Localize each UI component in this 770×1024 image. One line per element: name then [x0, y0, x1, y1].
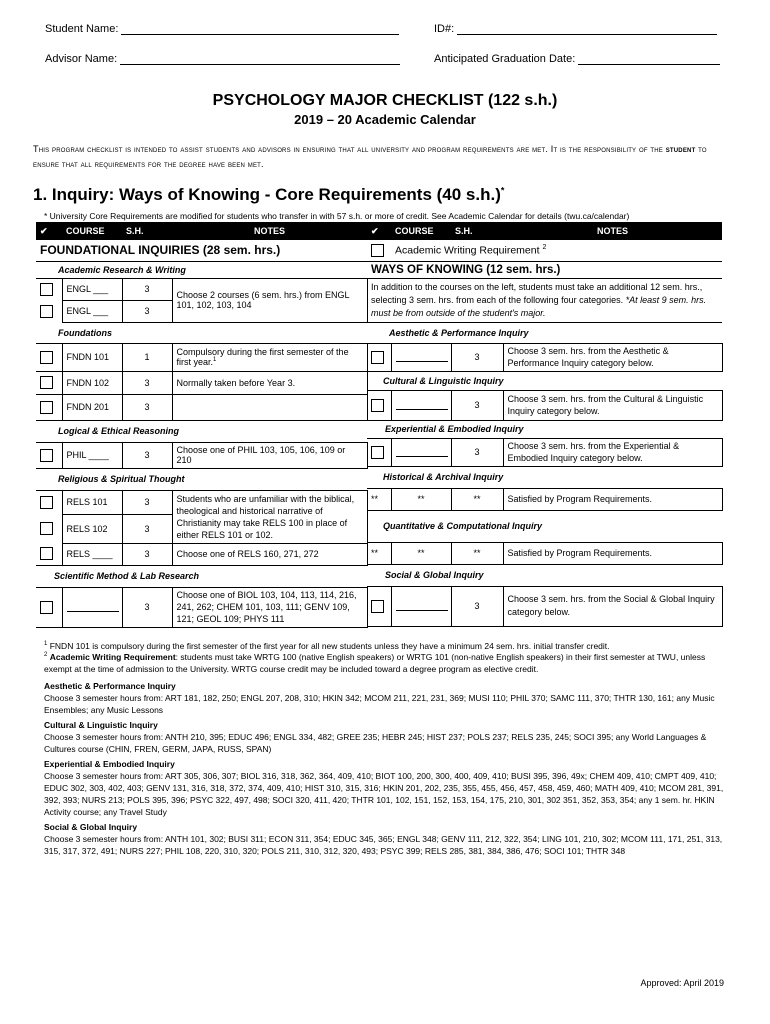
- course-header-right: COURSE: [391, 222, 451, 240]
- id-label: ID#:: [434, 23, 455, 35]
- quant-stars-course: **: [391, 542, 451, 564]
- fndn101-note: Compulsory during the first semester of the first year.$^1$: [172, 343, 367, 371]
- grad-blank[interactable]: [578, 52, 720, 65]
- cultural-category: Cultural & Linguistic Inquiry: [383, 375, 504, 386]
- intro-text: This program checklist is intended to assist students and advisors in ensuring that all university and program requirements are met. It is the responsibility of the student to ensure that all requirements for the degree have been met.: [33, 144, 707, 169]
- aes-checkbox[interactable]: [371, 351, 384, 364]
- page-subtitle: 2019 – 20 Academic Calendar: [294, 112, 476, 127]
- hist-stars-course: **: [391, 488, 451, 510]
- section-heading: 1. Inquiry: Ways of Knowing - Core Requirements (40 s.h.)*: [33, 185, 505, 204]
- exp-sh: 3: [451, 438, 503, 466]
- fndn201-course: FNDN 201: [62, 394, 122, 420]
- soc-blank[interactable]: [396, 601, 448, 611]
- rels101-course: RELS 101: [62, 490, 122, 514]
- engl2-course: ENGL ___: [62, 300, 122, 322]
- fndn102-course: FNDN 102: [62, 371, 122, 394]
- sci-blank[interactable]: [67, 602, 119, 612]
- sci-sh: 3: [122, 587, 172, 627]
- rels-sh: 3: [122, 543, 172, 565]
- scientific-category: Scientific Method & Lab Research: [54, 571, 200, 581]
- religious-category: Religious & Spiritual Thought: [58, 474, 185, 484]
- historical-category: Historical & Archival Inquiry: [383, 472, 504, 482]
- quant-satisfied: Satisfied by Program Requirements.: [503, 542, 722, 564]
- soc-sh: 3: [451, 586, 503, 626]
- fndn102-note: Normally taken before Year 3.: [172, 371, 367, 394]
- logical-category: Logical & Ethical Reasoning: [58, 426, 180, 436]
- engl2-checkbox[interactable]: [40, 305, 53, 318]
- exp-course[interactable]: [391, 438, 451, 466]
- category-cultural: Cultural & Linguistic Inquiry Choose 3 semester hours from: ANTH 210, 395; EDUC 496; ENGL 334, 482; GREE 235; HEBR 245; HIST 237; POLS 237; RELS 235, 245; SOCI 395; any World Languages & Cultures course (CHIN, FREN, GERM, JAPA, RUSS, SPAN): [44, 720, 707, 754]
- aesthetic-category: Aesthetic & Performance Inquiry: [389, 327, 529, 338]
- fndn101-course: FNDN 101: [62, 343, 122, 371]
- check-header: ✔: [36, 222, 62, 240]
- id-field[interactable]: [434, 22, 717, 35]
- category-aesthetic: Aesthetic & Performance Inquiry Choose 3 semester hours from: ART 181, 182, 250; ENGL 207, 208, 310; HKIN 342; MCOM 211, 221, 231, 369; MUSI 110; PHIL 370; SAMC 111, 370; THTR 130, 161; any Music Ensembles; any Music Lessons: [44, 681, 715, 715]
- foundations-category: Foundations: [58, 327, 112, 338]
- sh-header-right: S.H.: [451, 222, 503, 240]
- soc-course[interactable]: [391, 586, 451, 626]
- rels-course: RELS ____: [62, 543, 122, 565]
- quantitative-category: Quantitative & Computational Inquiry: [383, 521, 543, 531]
- category-list: [44, 680, 728, 857]
- experiential-category: Experiential & Embodied Inquiry: [385, 424, 524, 434]
- graduation-date-field[interactable]: [434, 52, 720, 65]
- rels-checkbox[interactable]: [40, 547, 53, 560]
- awr-checkbox[interactable]: [371, 244, 384, 257]
- fndn201-note: [172, 394, 367, 420]
- cul-sh: 3: [451, 390, 503, 420]
- rels-choice-note: Choose one of RELS 160, 271, 272: [172, 543, 367, 565]
- student-name-field[interactable]: [45, 22, 399, 35]
- category-social: Social & Global Inquiry Choose 3 semester hours from: ANTH 101, 302; BUSI 311; ECON 311, 354; EDUC 345, 365; ENGL 348; GENV 111, 212, 322, 354; LING 101, 210, 302; MCOM 111, 171, 251, 313, 315, 317, 372, 491; NURS 227; PHIL 108, 220, 310, 320; POLS 211, 310, 312, 320, 493; PSYC 399; RELS 285, 381, 384, 386, 476; SOCI 101; THTR 348: [44, 822, 723, 856]
- phil-note: Choose one of PHIL 103, 105, 106, 109 or 210: [172, 442, 367, 468]
- fndn201-checkbox[interactable]: [40, 401, 53, 414]
- cul-checkbox[interactable]: [371, 399, 384, 412]
- rels102-course: RELS 102: [62, 514, 122, 543]
- cul-course[interactable]: [391, 390, 451, 420]
- fndn102-sh: 3: [122, 371, 172, 394]
- student-name-label: Student Name:: [45, 23, 119, 35]
- phil-sh: 3: [122, 442, 172, 468]
- engl1-sh: 3: [122, 278, 172, 300]
- sci-course[interactable]: [62, 587, 122, 627]
- wok-heading: WAYS OF KNOWING (12 sem. hrs.): [371, 263, 561, 276]
- quant-stars-sh: **: [451, 542, 503, 564]
- sh-header: S.H.: [122, 222, 172, 240]
- sci-note: Choose one of BIOL 103, 104, 113, 114, 216, 241, 262; CHEM 101, 103, 111; GENV 109, 121; GEOL 109; PHYS 111: [172, 587, 367, 627]
- aes-note: Choose 3 sem. hrs. from the Aesthetic & Performance Inquiry category below.: [503, 343, 722, 371]
- right-checklist-table: [367, 222, 723, 627]
- engl2-sh: 3: [122, 300, 172, 322]
- category-experiential: Experiential & Embodied Inquiry Choose 3 semester hours from: ART 305, 306, 307; BIOL 316, 318, 362, 364, 409, 410; BIOT 100, 200, 300, 400, 409, 410; BUSI 395, 396, 49x; CHEM 409, 410; CMPT 409, 410; EDUC 302, 303, 402, 403; GENV 131, 316, 318, 372, 374, 409, 410; HIST 310, 315, 316; HKIN 201, 202, 235, 355, 455, 456, 457, 458, 459, 460; MATH 409, 410; MCOM 281, 391, 392, 393; NURS 213; POLS 395, 396; PSYC 322, 497, 498; SOCI 320, 411, 420; THTR 101, 102, 151, 152, 153, 154, 175, 210, 301, 302 351, 352, 353, 354; any 1 sem. hr. HKIN Activity course; any Travel Study: [44, 759, 724, 817]
- left-checklist-table: [36, 222, 368, 628]
- advisor-label: Advisor Name:: [45, 53, 118, 65]
- section-note: * University Core Requirements are modified for students who transfer in with 57 s.h. or more of credit. See Academic Calendar for details (twu.ca/calendar): [44, 211, 630, 221]
- check-header-right: ✔: [367, 222, 391, 240]
- quant-stars-check: **: [371, 548, 379, 558]
- course-header: COURSE: [62, 222, 122, 240]
- engl1-checkbox[interactable]: [40, 283, 53, 296]
- rels101-checkbox[interactable]: [40, 496, 53, 509]
- hist-stars-sh: **: [451, 488, 503, 510]
- notes-header: NOTES: [172, 222, 367, 240]
- aes-sh: 3: [451, 343, 503, 371]
- rels-note: Students who are unfamiliar with the biblical, theological and historical narrative of Christianity may take RELS 100 in place of either RELS 101 or 102.: [172, 490, 367, 543]
- soc-checkbox[interactable]: [371, 600, 384, 613]
- wok-note: In addition to the courses on the left, students must take an additional 12 sem. hrs., selecting 3 sem. hrs. from each of the following four categories. *At least 9 sem. hrs. must be from outside of the student's major.: [371, 281, 707, 318]
- awr-label: Academic Writing Requirement $^2$: [395, 244, 547, 257]
- rels102-checkbox[interactable]: [40, 522, 53, 535]
- exp-checkbox[interactable]: [371, 446, 384, 459]
- fndn201-sh: 3: [122, 394, 172, 420]
- academic-category: Academic Research & Writing: [58, 264, 186, 275]
- hist-satisfied: Satisfied by Program Requirements.: [503, 488, 722, 510]
- phil-course: PHIL ____: [62, 442, 122, 468]
- exp-note: Choose 3 sem. hrs. from the Experiential & Embodied Inquiry category below.: [503, 438, 722, 466]
- soc-note: Choose 3 sem. hrs. from the Social & Global Inquiry category below.: [503, 586, 722, 626]
- engl-note: Choose 2 courses (6 sem. hrs.) from ENGL 101, 102, 103, 104: [172, 278, 367, 322]
- engl1-course: ENGL ___: [62, 278, 122, 300]
- advisor-name-field[interactable]: [45, 52, 400, 65]
- page-title: PSYCHOLOGY MAJOR CHECKLIST (122 s.h.): [212, 92, 558, 109]
- approved-date: Approved: April 2019: [640, 978, 724, 988]
- foundational-heading: FOUNDATIONAL INQUIRIES (28 sem. hrs.): [40, 243, 281, 258]
- social-category: Social & Global Inquiry: [385, 570, 484, 580]
- fndn102-checkbox[interactable]: [40, 376, 53, 389]
- sci-checkbox[interactable]: [40, 601, 53, 614]
- fndn101-sh: 1: [122, 343, 172, 371]
- aes-course[interactable]: [391, 343, 451, 371]
- hist-stars-check: **: [371, 494, 379, 504]
- footnote-2: $^2$ Academic Writing Requirement: students must take WRTG 100 (native English speakers) or WRTG 101 (non-native English speakers) in their first semester at TWU, unless exempt at the time of admission to the University. WRTG course credit may be included toward a degree program as elective credit.: [44, 651, 706, 674]
- aes-blank[interactable]: [396, 352, 448, 362]
- cul-blank[interactable]: [396, 400, 448, 410]
- notes-header-right: NOTES: [503, 222, 722, 240]
- fndn101-checkbox[interactable]: [40, 351, 53, 364]
- rels101-sh: 3: [122, 490, 172, 514]
- exp-blank[interactable]: [396, 447, 448, 457]
- id-blank[interactable]: [457, 22, 717, 35]
- phil-checkbox[interactable]: [40, 449, 53, 462]
- advisor-blank[interactable]: [120, 52, 400, 65]
- grad-label: Anticipated Graduation Date:: [434, 53, 576, 65]
- rels102-sh: 3: [122, 514, 172, 543]
- footnote-1: $^1$ FNDN 101 is compulsory during the first semester of the first year for all new students unless they have a minimum 24 sem. hrs. initial transfer credit.: [44, 640, 610, 651]
- student-name-blank[interactable]: [121, 22, 399, 35]
- cul-note: Choose 3 sem. hrs. from the Cultural & Linguistic Inquiry category below.: [503, 390, 722, 420]
